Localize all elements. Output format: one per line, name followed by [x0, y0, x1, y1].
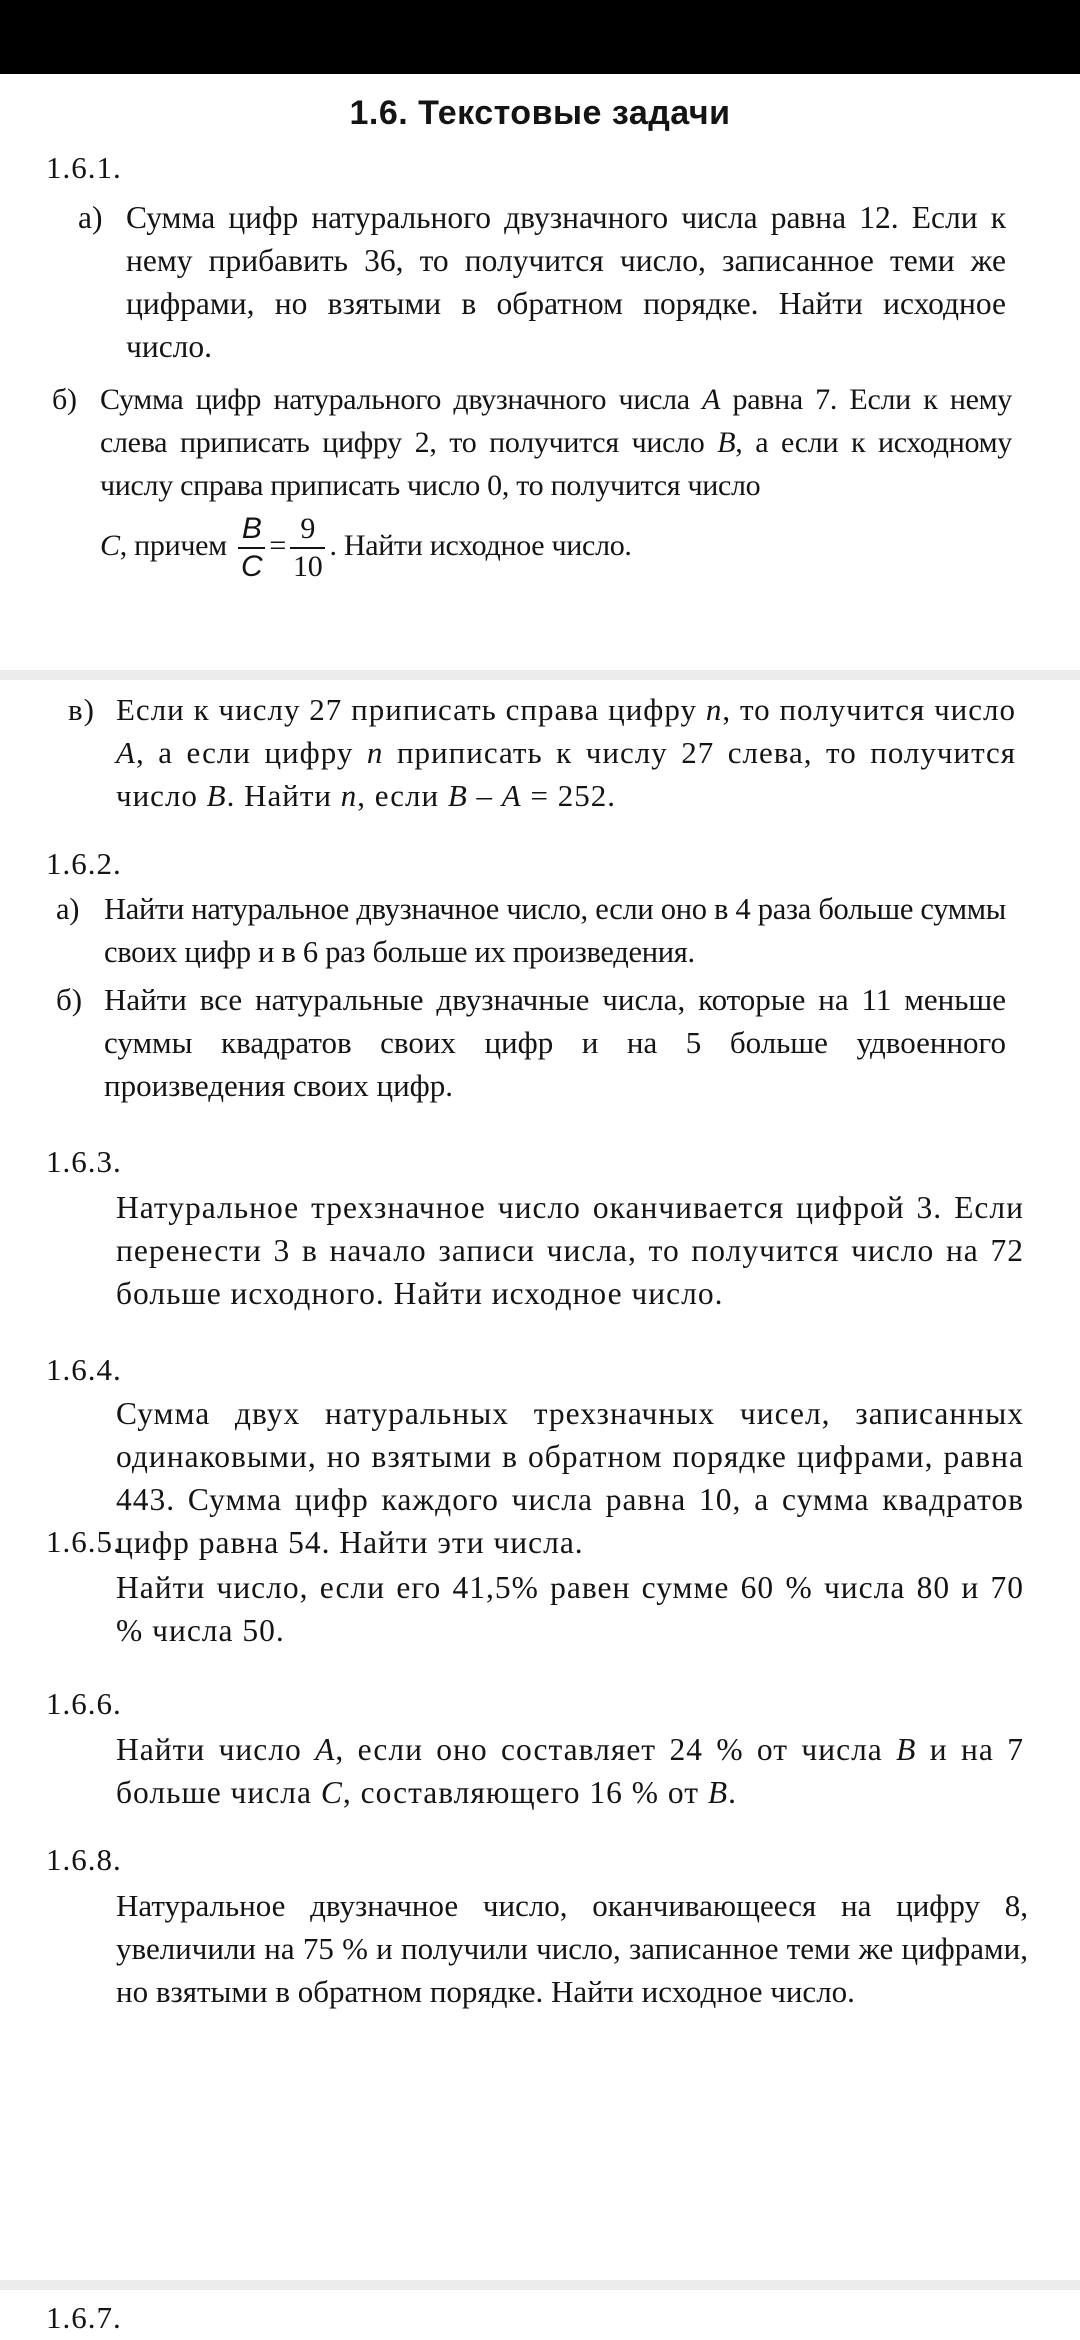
variable-n: n — [340, 778, 358, 813]
problem-1-6-2-b-label: б) — [56, 982, 83, 1017]
problem-1-6-1-b-text-5: . Найти исходное число. — [329, 528, 632, 562]
problem-1-6-1-b-text-2: равна 7. Если к нему слева приписать цифру 2, то получится число — [100, 383, 1013, 459]
problem-1-6-1-a — [78, 196, 1006, 368]
problem-1-6-2-a-text: Найти натуральное двузначное число, если оно в 4 раза больше суммы своих цифр и в 6 раз больше их произведения. — [104, 892, 1006, 969]
problem-1-6-6-text-3: и на 7 больше числа — [116, 1732, 1024, 1810]
problem-1-6-4-text: Сумма двух натуральных трехзначных чисел, записанных одинаковыми, но взятыми в обратном порядке цифрами, равна 443. Сумма цифр каждого числа равна 10, а сумма квадратов цифр равна 54. Найти эти числа. — [116, 1396, 1024, 1560]
problem-1-6-1-b-formula-line — [100, 511, 1012, 585]
fraction-b-over-c — [238, 511, 265, 585]
variable-b: B — [206, 778, 227, 813]
problem-1-6-1-c-text-5: . Найти — [226, 778, 332, 813]
fraction-9-over-10-numerator: 9 — [290, 511, 325, 549]
variable-a: A — [501, 778, 522, 813]
problem-1-6-6-text-1: Найти число — [116, 1732, 302, 1767]
problem-1-6-6-text-2: , если оно составляет 24 % от числа — [335, 1732, 883, 1767]
problem-number-1-6-7: 1.6.7. — [46, 2300, 122, 2335]
problem-1-6-1-c-text-3: , а если цифру — [135, 735, 354, 770]
problem-1-6-5-text: Найти число, если его 41,5% равен сумме 60 % числа 80 и 70 % числа 50. — [116, 1570, 1024, 1648]
problem-1-6-6-text-4: , составляющего 16 % от — [342, 1775, 700, 1810]
variable-a: A — [116, 735, 136, 770]
problem-number-1-6-8: 1.6.8. — [46, 1842, 122, 1877]
variable-n: n — [366, 735, 384, 770]
page-gap-2 — [0, 2280, 1080, 2290]
top-black-bar — [0, 0, 1080, 74]
variable-c: C — [100, 528, 120, 562]
page-gap-1 — [0, 670, 1080, 680]
problem-1-6-1-b-text-4: , причем — [119, 528, 227, 562]
problem-1-6-8-text: Натуральное двузначное число, оканчивающееся на цифру 8, увеличили на 75 % и получили число, записанное теми же цифрами, но взятыми в обратном порядке. Найти исходное число. — [116, 1888, 1028, 2009]
variable-b: B — [896, 1732, 917, 1767]
section-title: 1.6. Текстовые задачи — [349, 94, 731, 132]
variable-c: C — [320, 1775, 343, 1810]
problem-1-6-1-c-text-4: приписать к числу 27 слева, то получится число — [116, 735, 1017, 813]
problem-1-6-1-b-label: б) — [52, 383, 77, 416]
problem-1-6-1-b-text-1: Сумма цифр натурального двузначного числа — [100, 383, 690, 416]
page-block-3 — [0, 2290, 1080, 2340]
fraction-b-over-c-denominator: C — [241, 550, 263, 583]
variable-b: B — [707, 1775, 729, 1810]
fraction-9-over-10 — [290, 511, 325, 585]
problem-1-6-6-text-5: . — [728, 1775, 738, 1810]
variable-a: A — [702, 383, 721, 416]
variable-a: A — [315, 1732, 336, 1767]
problem-1-6-1-c-text-7: = 252. — [530, 778, 616, 813]
problem-1-6-3-text: Натуральное трехзначное число оканчивается цифрой 3. Если перенести 3 в начало записи числа, то получится число на 72 больше исходного. Найти исходное число. — [116, 1190, 1024, 1311]
problem-1-6-1-b — [52, 378, 1013, 585]
minus-sign: – — [476, 778, 494, 813]
variable-n: n — [705, 692, 723, 727]
equals-sign: = — [269, 528, 287, 562]
variable-b: B — [447, 778, 468, 813]
variable-b: B — [717, 426, 736, 459]
problem-1-6-1-c — [68, 688, 1017, 817]
problem-number-1-6-1: 1.6.1. — [46, 150, 122, 185]
problem-1-6-2-b — [56, 978, 1006, 1107]
problem-1-6-2-b-text: Найти все натуральные двузначные числа, которые на 11 меньше суммы квадратов своих цифр и на 5 больше удвоенного произведения своих цифр. — [104, 982, 1006, 1103]
problem-number-1-6-4: 1.6.4. — [46, 1352, 122, 1387]
problem-1-6-1-c-label: в) — [68, 692, 95, 727]
problem-1-6-2-a — [56, 888, 1006, 974]
fraction-9-over-10-denominator: 10 — [293, 550, 323, 583]
problem-number-1-6-5: 1.6.5. — [46, 1524, 122, 1559]
problem-1-6-1-c-text-6: , если — [357, 778, 440, 813]
problem-1-6-2-a-label: а) — [56, 892, 80, 926]
problem-1-6-1-a-label: а) — [78, 200, 103, 235]
problem-number-1-6-2: 1.6.2. — [46, 846, 122, 881]
problem-1-6-1-c-text-1: Если к числу 27 приписать справа цифру — [116, 692, 697, 727]
problem-number-1-6-3: 1.6.3. — [46, 1144, 122, 1179]
problem-1-6-6-text — [116, 1728, 1024, 1814]
problem-number-1-6-6: 1.6.6. — [46, 1686, 122, 1721]
problem-1-6-1-b-text-3: , а если к исходному числу справа приписать число 0, то получится число — [100, 426, 1013, 502]
fraction-b-over-c-numerator: B — [238, 511, 265, 549]
problem-1-6-1-a-text: Сумма цифр натурального двузначного числа равна 12. Если к нему прибавить 36, то получится число, записанное теми же цифрами, но взятыми в обратном порядке. Найти исходное число. — [126, 200, 1006, 364]
problem-1-6-1-c-text-2: , то получится число — [722, 692, 1016, 727]
